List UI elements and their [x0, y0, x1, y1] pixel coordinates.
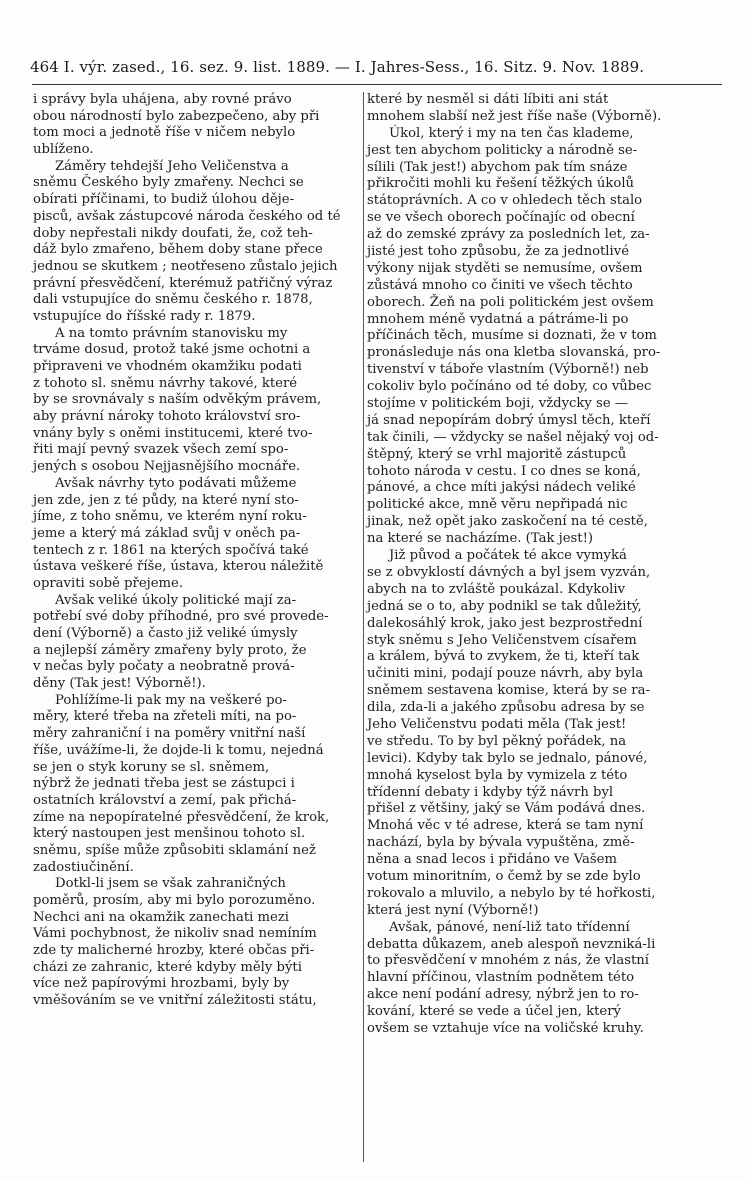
text-line: by se srovnávaly s naším odvěkým právem,: [33, 392, 322, 408]
text-line: tentech z r. 1861 na kterých spočívá také: [33, 542, 309, 558]
text-line: aby právní nároky tohoto království sro-: [33, 409, 301, 425]
text-line: sněmem sestavena komise, která by se ra-: [367, 683, 650, 699]
text-line: učiniti mini, podají pouze návrh, aby byla: [367, 666, 644, 682]
text-line: připraveni ve vhodném okamžiku podati: [33, 359, 302, 374]
text-line: pisců, avšak zástupcové národa českého od té: [33, 208, 341, 224]
text-line: jíme, z toho sněmu, ve kterém nyní roku-: [33, 509, 307, 525]
header-rule: [32, 84, 722, 85]
text-line: které by nesměl si dáti líbiti ani stát: [367, 92, 609, 107]
text-line: jených s osobou Nejjasnějšího mocnáře.: [33, 459, 301, 475]
text-line: jen zde, jen z té půdy, na které nyní sto-: [33, 492, 299, 508]
text-line: i správy byla uhájena, aby rovné právo: [33, 92, 292, 107]
text-line: říše, uvážíme-li, že dojde-li k tomu, nejedná: [33, 742, 324, 758]
text-line: Jeho Veličenstvu podati měla (Tak jest!: [367, 716, 627, 732]
text-line: štěpný, který se vrhl majoritě zástupců: [367, 446, 627, 462]
text-line: Avšak veliké úkoly politické mají za-: [55, 592, 297, 608]
text-line: obou národností bylo zabezpečeno, aby při: [33, 108, 320, 124]
right-text-column: [367, 92, 707, 1038]
text-line: která jest nyní (Výborně!): [367, 902, 539, 918]
text-line: zadostiučinění.: [33, 859, 134, 875]
text-line: poměrů, prosím, aby mi bylo porozuměno.: [33, 893, 316, 908]
text-line: se jen o styk koruny se sl. sněmem,: [33, 759, 270, 775]
text-line: pronásleduje nás ona kletba slovanská, pro-: [367, 345, 661, 361]
text-line: dali vstupujíce do sněmu českého r. 1878,: [33, 292, 313, 308]
text-line: až do zemské zprávy za posledních let, za-: [367, 227, 650, 243]
text-line: měry zahraniční i na poměry vnitřní naší: [33, 726, 306, 742]
text-line: se ve všech oborech počínajíc od obecní: [367, 210, 635, 226]
text-line: ublíženo.: [33, 142, 94, 158]
page-header: 464 I. výr. zased., 16. sez. 9. list. 1889. — I. Jahres-Sess., 16. Sitz. 9. Nov. 1889.: [30, 58, 645, 76]
text-line: to přesvědčení v mnohém z nás, že vlastní: [367, 953, 650, 969]
text-line: z tohoto sl. sněmu návrhy takové, které: [33, 375, 298, 391]
text-line: v nečas byly počaty a neobratně prová-: [33, 659, 295, 675]
text-line: zůstává mnoho co činiti ve všech těchto: [367, 277, 633, 293]
text-line: votum minoritním, o čemž by se zde bylo: [367, 868, 641, 884]
text-line: jisté jest toho způsobu, že za jednotlivé: [367, 244, 629, 260]
text-line: ve středu. To by byl pěkný pořádek, na: [367, 733, 627, 749]
text-line: a nejlepší záměry zmařeny byly proto, že: [33, 642, 307, 658]
text-line: příčinách těch, musíme si doznati, že v tom: [367, 328, 657, 344]
text-line: dalekosáhlý krok, jako jest bezprostřední: [367, 615, 643, 631]
text-line: dáž bylo zmařeno, během doby stane přece: [33, 242, 323, 258]
text-line: Dotkl-li jsem se však zahraničných: [55, 876, 286, 892]
text-line: dení (Výborně) a často již veliké úmysly: [33, 626, 298, 641]
text-line: ostatních království a zemí, pak přichá-: [33, 792, 297, 808]
text-line: se z obvyklostí dávných a byl jsem vyzván,: [367, 564, 651, 580]
text-line: tom moci a jednotě říše v ničem nebylo: [33, 125, 296, 141]
text-line: jest ten abychom politicky a národně se-: [367, 142, 638, 158]
text-line: ústava veškeré říše, ústava, kterou náležitě: [33, 559, 324, 575]
text-line: něna a snad lecos i přidáno ve Vašem: [367, 852, 617, 868]
text-line: rokovalo a mluvilo, a nebylo by té hořkosti,: [367, 885, 656, 901]
text-line: více než papírovými hrozbami, byly by: [33, 976, 290, 992]
text-line: děny (Tak jest! Výborně!).: [33, 676, 206, 692]
text-line: výkony nijak styděti se nemusíme, ovšem: [367, 260, 643, 276]
text-line: zíme na nepopíratelné přesvědčení, že krok,: [33, 809, 330, 825]
text-line: pánové, a chce míti jakýsi nádech veliké: [367, 480, 636, 496]
text-line: a králem, bývá to zvykem, že ti, kteří tak: [367, 649, 640, 665]
text-line: vměšováním se ve vnitřní záležitosti státu,: [33, 993, 317, 1009]
text-line: na které se nacházíme. (Tak jest!): [367, 531, 594, 547]
text-line: abych na to zvláště poukázal. Kdykoliv: [367, 581, 626, 597]
text-line: sněmu Českého byly zmařeny. Nechci se: [33, 175, 304, 191]
text-line: kování, které se vede a účel jen, který: [367, 1004, 621, 1020]
text-line: zde ty malicherné hrozby, které občas při-: [33, 943, 315, 959]
text-line: Mnohá věc v té adrese, která se tam nyní: [367, 818, 644, 834]
text-line: jeme a který má základ svůj v oněch pa-: [33, 525, 301, 541]
text-line: potřebí své doby příhodné, pro své provede-: [33, 609, 329, 625]
text-line: Avšak návrhy tyto podávati můžeme: [55, 475, 297, 491]
text-line: jinak, než opět jako zaskočení na té cestě,: [367, 514, 648, 530]
text-line: sílili (Tak jest!) abychom pak tím snáze: [367, 159, 628, 175]
text-line: přišel z většiny, jaký se Vám podává dnes.: [367, 801, 646, 817]
text-line: státoprávních. A co v ohledech těch stalo: [367, 193, 643, 209]
text-line: sněmu, spíše může způsobiti sklamání než: [33, 842, 316, 858]
left-text-column: [33, 92, 359, 1010]
text-line: jedná se o to, aby podnikl se tak důležitý,: [367, 598, 642, 614]
text-line: debatta důkazem, aneb alespoň nevzniká-li: [367, 936, 656, 952]
text-line: doby nepřestali nikdy doufati, že, což teh-: [33, 225, 313, 241]
text-line: opraviti sobě přejeme.: [33, 575, 184, 591]
text-line: tivenství v táboře vlastním (Výborně!) neb: [367, 362, 649, 378]
text-line: Nechci ani na okamžik zanechati mezi: [33, 909, 290, 925]
text-line: měry, které třeba na zřeteli míti, na po-: [33, 709, 297, 725]
text-line: ovšem se vztahuje více na voličské kruhy.: [367, 1020, 644, 1036]
text-line: dila, zda-li a jakého způsobu adresa by se: [367, 700, 645, 716]
text-line: cokoliv bylo počínáno od té doby, co vůbec: [367, 379, 652, 395]
text-line: Již původ a počátek té akce vymyká: [389, 548, 627, 564]
text-line: právní přesvědčení, kterémuž patřičný výraz: [33, 275, 333, 291]
text-line: cházi ze zahranic, které kdyby měly býti: [33, 959, 302, 975]
text-line: tak činili, — vždycky se našel nějaký voj od-: [367, 429, 659, 445]
text-line: A na tomto právním stanovisku my: [55, 325, 288, 341]
text-line: já snad nepopírám dobrý úmysl těch, kteří: [367, 412, 651, 428]
text-line: oborech. Žeň na poli politickém jest ovšem: [367, 294, 654, 310]
text-line: trváme dosud, protož také jsme ochotni a: [33, 342, 311, 358]
text-line: nachází, byla by bývala vypuštěna, změ-: [367, 835, 635, 851]
text-line: který nastoupen jest menšinou tohoto sl.: [33, 826, 306, 842]
text-line: obírati příčinami, to budiž úlohou děje-: [33, 192, 295, 208]
text-line: Avšak, pánové, není-liž tato třídenní: [389, 919, 630, 935]
text-line: stojíme v politickém boji, vždycky se —: [367, 396, 629, 412]
text-line: Pohlížíme-li pak my na veškeré po-: [55, 692, 287, 708]
text-line: hlavní příčinou, vlastním podnětem této: [367, 970, 635, 986]
text-line: akce není podání adresy, nýbrž jen to ro-: [367, 987, 639, 1003]
text-line: přikročiti mohli ku řešení těžkých úkolů: [367, 176, 635, 192]
text-line: politické akce, mně věru nepřipadá nic: [367, 497, 628, 513]
column-divider: [363, 92, 364, 1162]
text-line: styk sněmu s Jeho Veličenstvem císařem: [367, 632, 637, 648]
text-line: vstupujíce do říšské rady r. 1879.: [33, 308, 256, 324]
text-line: Záměry tehdejší Jeho Veličenstva a: [55, 158, 289, 174]
text-line: řiti mají pevný svazek všech zemí spo-: [33, 442, 289, 458]
text-line: nýbrž že jednati třeba jest se zástupci i: [33, 776, 295, 792]
text-line: mnohem slabší než jest říše naše (Výborně).: [367, 108, 662, 124]
text-line: mnohá kyselost byla by vymizela z této: [367, 767, 628, 783]
text-line: mnohem méně vydatná a pátráme-li po: [367, 311, 629, 327]
text-line: jednou se skutkem ; neotřeseno zůstalo jejich: [33, 258, 338, 274]
text-line: Úkol, který i my na ten čas klademe,: [389, 125, 634, 141]
text-line: tohoto národa v cestu. I co dnes se koná,: [367, 463, 641, 479]
text-line: levici). Kdyby tak bylo se jednalo, pánové,: [367, 750, 648, 766]
text-line: vnány byly s oněmi institucemi, které tvo-: [33, 425, 313, 441]
text-line: třídenní debaty i kdyby týž návrh byl: [367, 784, 614, 800]
text-line: Vámi pochybnost, že nikoliv snad nemíním: [33, 926, 317, 942]
